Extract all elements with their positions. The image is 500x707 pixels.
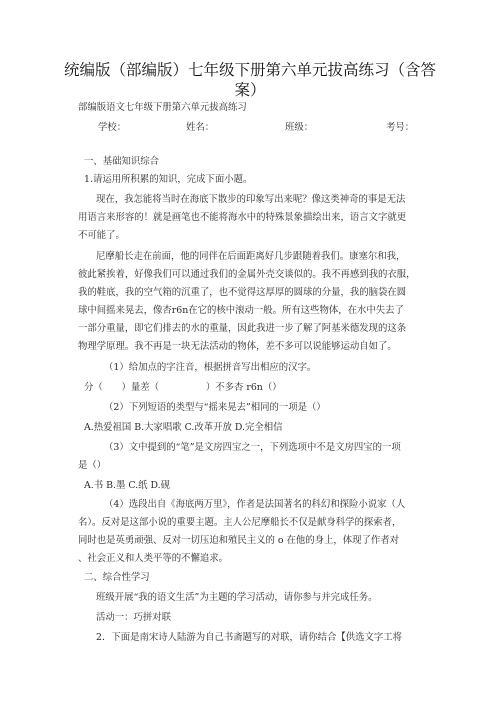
question-1-2-options: A.热爱祖国 B.大家唱歌 C.改革开放 D.完全相信 — [84, 422, 283, 433]
document-title-line-2: 案） — [234, 81, 266, 99]
question-1-3-options: A.书 B.墨 C.纸 D.砚 — [84, 480, 171, 491]
school-label: 学校： — [98, 122, 127, 133]
passage-2-line: 一部分重量，即它们排去的水的重量，因此我进一步了解了阿基米德发现的这条 — [78, 323, 407, 334]
class-label: 班级： — [285, 122, 314, 133]
question-1-4-line: 、社会正义和人类平等的不懈追求。 — [78, 553, 229, 564]
section-heading-comprehensive: 二、综合性学习 — [84, 572, 150, 583]
passage-2-line: 物理学原理。我不再是一块无法活动的物体，差不多可以说能够运动自如了。 — [78, 341, 397, 352]
passage-1-line: 现在，我怎能将当时在海底下散步的印象写出来呢？像这类神奇的事是无法 — [96, 194, 406, 205]
passage-1-line: 不可能了。 — [78, 230, 125, 241]
passage-2-line: 球中间摇来晃去，像杏r6n在它的核中滚动一般。所有这些物体，在水中失去了 — [78, 305, 404, 316]
question-1-1-prompt: （1）给加点的字注音，根据拼音写出相应的汉字。 — [104, 362, 317, 373]
question-1-intro: 1.请运用所积累的知识，完成下面小题。 — [84, 174, 253, 185]
passage-2-line: 我的鞋底，我的空气箱的沉重了，也不觉得这厚厚的圆球的分量，我的脑袋在圆 — [78, 287, 407, 298]
section-heading-basic: 一、基础知识综合 — [84, 156, 160, 167]
question-1-1-blanks: 分（ ）量差（ ）不多杏 r6n（） — [84, 382, 282, 393]
passage-1-line: 用语言来形容的！就是画笔也不能将海水中的特殊景象描绘出来，语言文字就更 — [78, 212, 407, 223]
document-title-line-1: 统编版（部编版）七年级下册第六单元拔高练习（含答 — [63, 61, 436, 79]
question-2-prompt: 2．下面是南宋诗人陆游为自己书斋题写的对联，请你结合【供选文字工将 — [96, 632, 402, 643]
question-1-3-prompt: （3）文中提到的“笔”是文房四宝之一，下列选项中不是文房四宝的一项 — [104, 442, 401, 453]
question-1-4-line: 同时也是英勇顽强、反对一切压迫和殖民主义的 o 在他的身上，体现了作者对 — [78, 535, 399, 546]
activity-1-heading: 活动一：巧拼对联 — [96, 612, 172, 623]
question-2-intro: 班级开展“我的语文生活”为主题的学习活动，请你参与并完成任务。 — [96, 592, 378, 603]
question-1-4-line: （4）选段出自《海底两万里》，作者是法国著名的科幻和探险小说家（人 — [104, 499, 406, 510]
exam-number-label: 考号： — [386, 122, 415, 133]
question-1-4-line: 名）。反对是这部小说的重要主题。主人公尼摩船长不仅是献身科学的探索者， — [78, 517, 402, 528]
question-1-2-prompt: （2）下列短语的类型与“摇来晃去”相同的一项是（） — [104, 402, 326, 413]
question-1-3-prompt: 是（） — [78, 460, 107, 471]
passage-2-line: 彼此紧挨着，好像我们可以通过我们的金属外壳交谈似的。我不再感到我的衣服， — [78, 269, 416, 280]
name-label: 姓名： — [186, 122, 215, 133]
passage-2-line: 尼摩船长走在前面，他的同伴在后面距离好几步跟随着我们。康塞尔和我， — [96, 251, 406, 262]
document-subtitle: 部编版语文七年级下册第六单元拔高练习 — [78, 102, 247, 113]
